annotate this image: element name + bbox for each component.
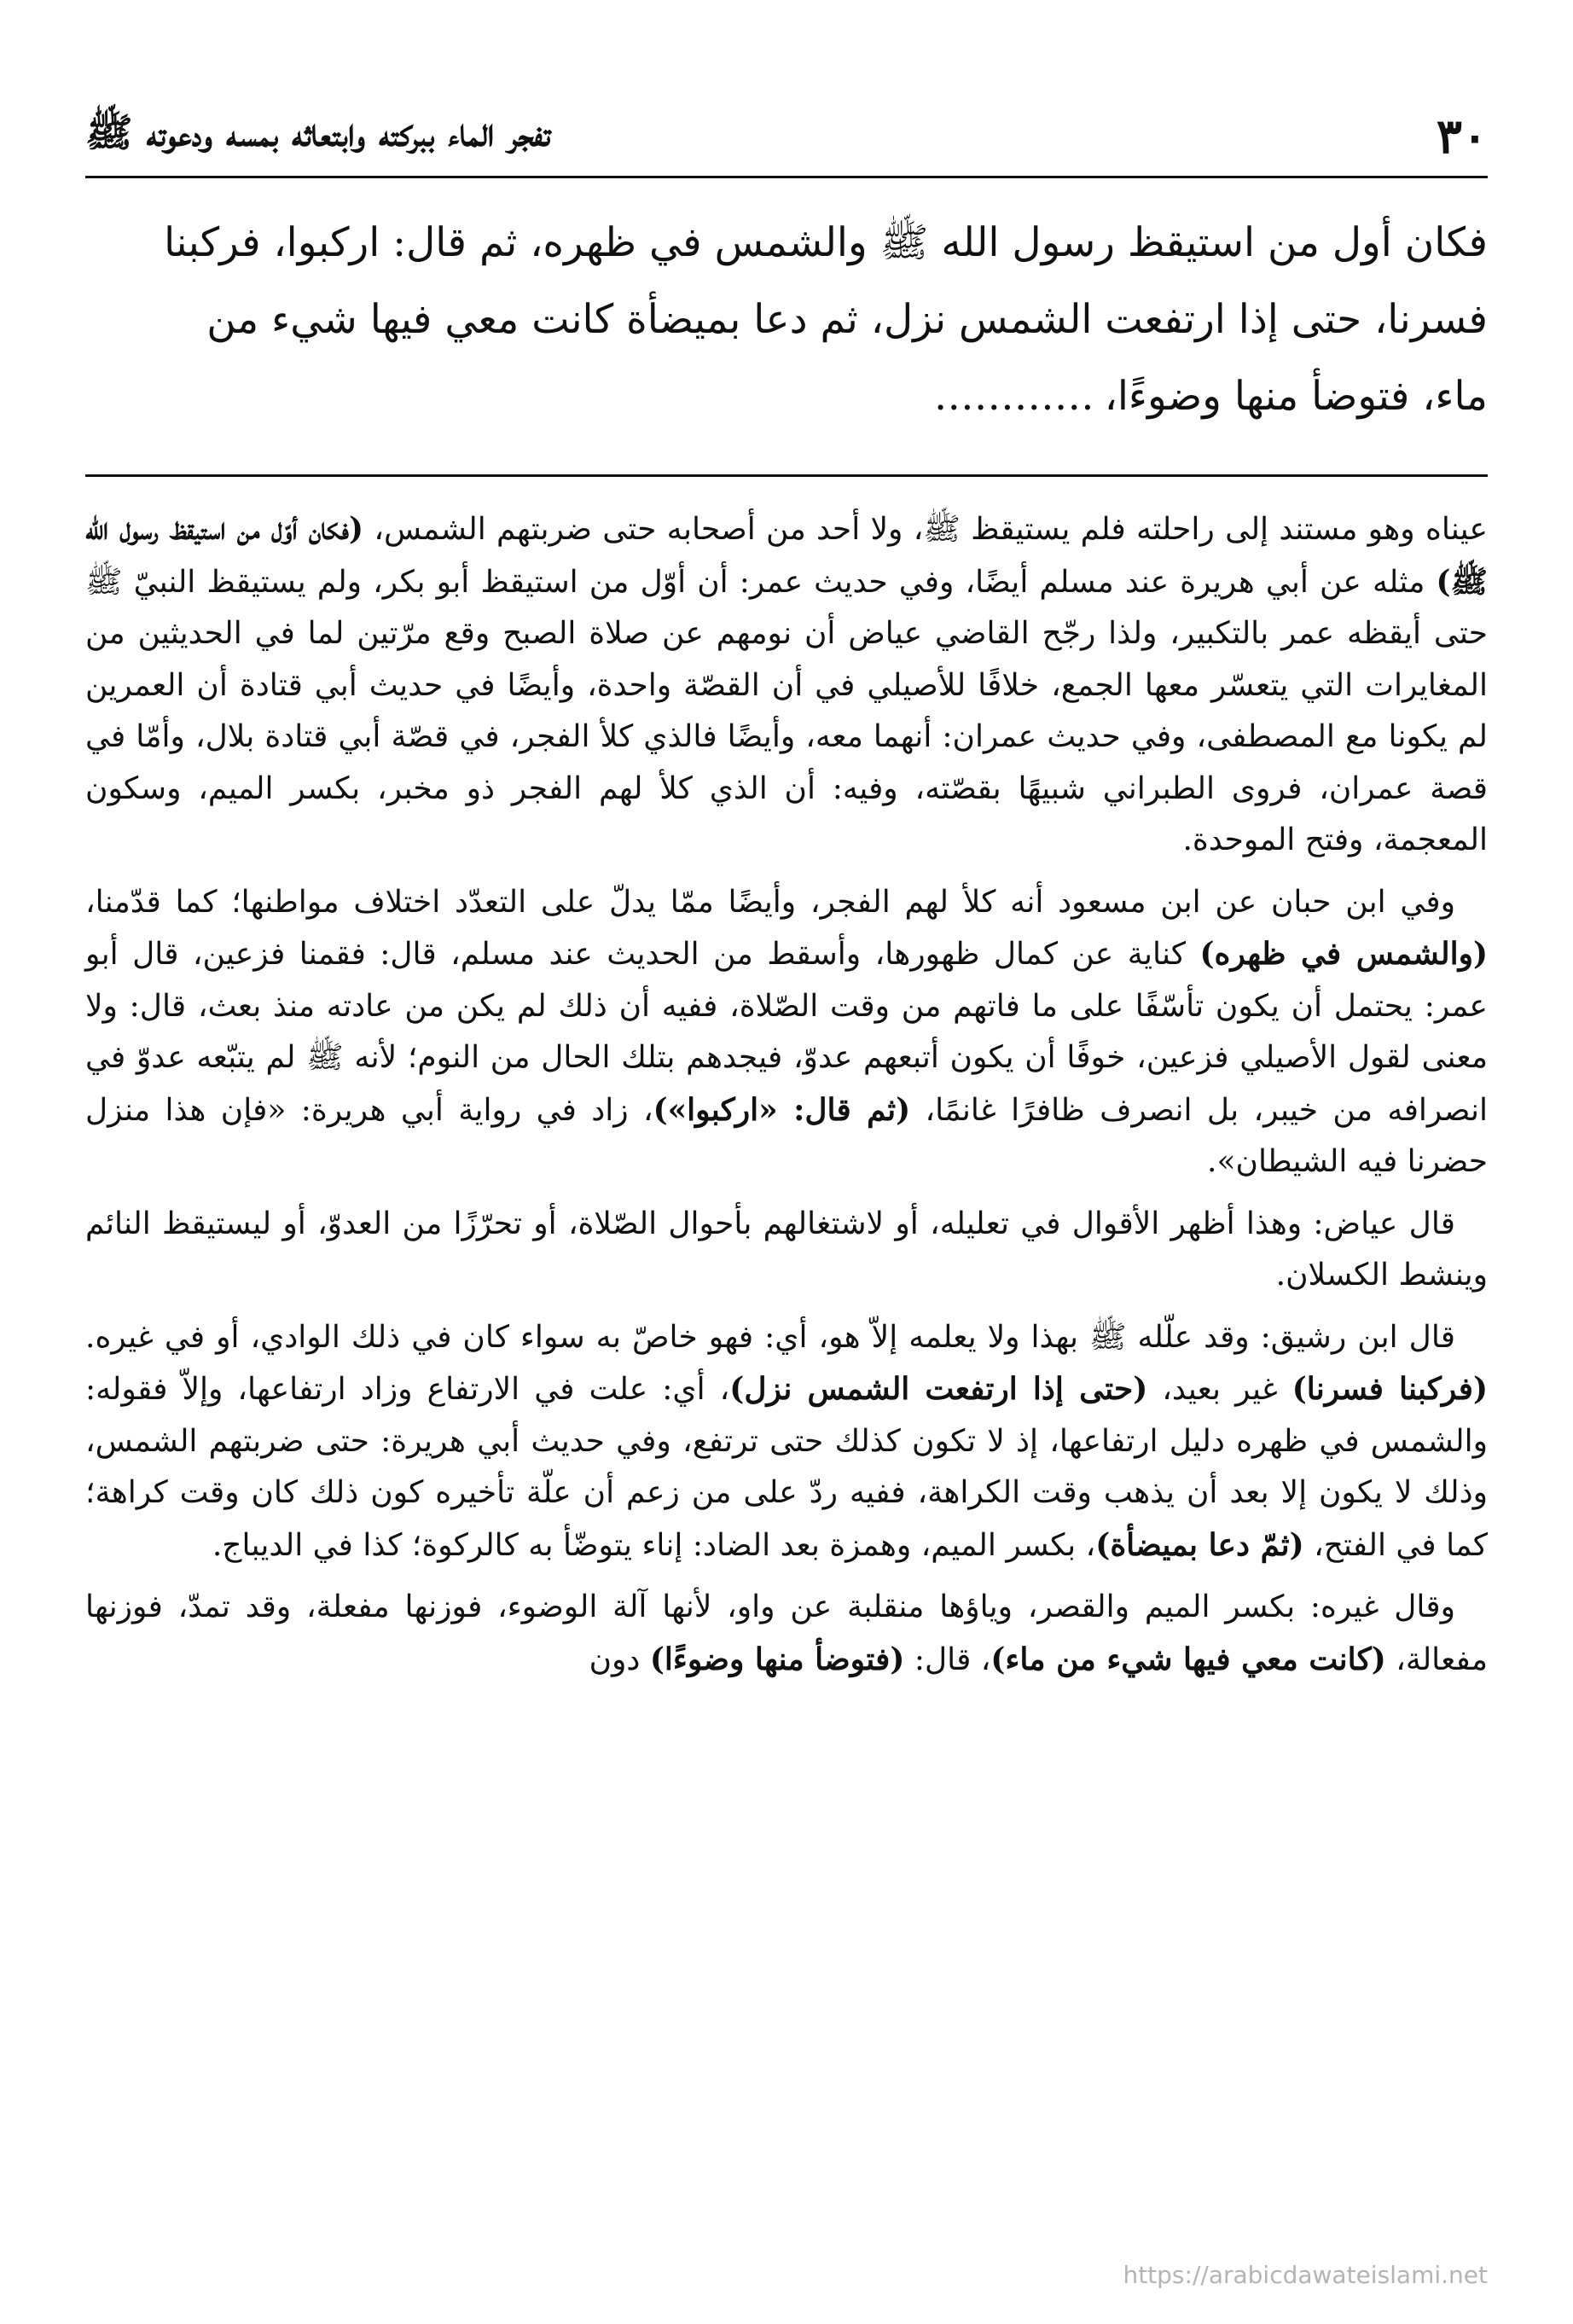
quoted-hadith-phrase: (فكان أوّل من استيقظ رسول الله ﷺ) — [85, 511, 1488, 600]
quoted-hadith-phrase: (ثم قال: «اركبوا») — [653, 1091, 911, 1128]
text-run: وفي ابن حبان عن ابن مسعود أنه كلأ لهم الفجر، وأيضًا ممّا يدلّ على التعدّد اختلاف مواطنها؛ كما قدّمنا، — [85, 884, 1455, 920]
text-run: عيناه وهو مستند إلى راحلته فلم يستيقظ ﷺ، ولا أحد من أصحابه حتى ضربتهم الشمس، — [363, 512, 1488, 547]
text-run: وقال غيره: بكسر الميم والقصر، وياؤها منقلبة عن واو، لأنها آلة الوضوء، فوزنها مفعلة، وقد تمدّ، فوزنها مفعالة، — [85, 1589, 1488, 1677]
quoted-hadith-phrase: (ثمّ دعا بميضأة) — [1095, 1526, 1304, 1563]
quoted-hadith-phrase: (والشمس في ظهره) — [1199, 936, 1488, 972]
ellipsis-dots: ………… — [933, 373, 1094, 420]
text-run: دون — [589, 1641, 650, 1677]
text-run: مثله عن أبي هريرة عند مسلم أيضًا، وفي حديث عمر: أن أوّل من استيقظ أبو بكر، ولم يستيقظ النبيّ ﷺ حتى أيقظه عمر بالتكبير، ولذا رجّح القاضي عياض أن نومهم عن صلاة الصبح وقع مرّتين لما في الحديثين من المغايرات التي يتعسّر معها الجمع، خلافًا للأصيلي في أن القصّة واحدة، وأيضًا في حديث أبي قتادة أن العمرين لم يكونا مع المصطفى، وفي حديث عمران: أنهما معه، وأيضًا فالذي كلأ الفجر، في قصّة أبي قتادة بلال، وأمّا في قصة عمران، فروى الطبراني شبيهًا بقصّته، وفيه: أن الذي كلأ لهم الفجر ذو مخبر، بكسر الميم، وسكون المعجمة، وفتح الموحدة. — [85, 564, 1488, 857]
text-run: ، أي: علت في الارتفاع وزاد ارتفاعها، وإلاّ فقوله: والشمس في ظهره دليل ارتفاعها، إذ لا تكون كذلك حتى ترتفع، وفي حديث أبي هريرة: حتى ضربتهم الشمس، وذلك لا يكون إلا بعد أن يذهب وقت الكراهة، ففيه ردّ على من زعم أن علّة تأخيره كون ذلك كان وقت كراهة؛ كما في الفتح، — [85, 1372, 1488, 1563]
quoted-hadith-phrase: (حتى إذا ارتفعت الشمس نزل) — [729, 1371, 1148, 1407]
commentary-paragraph — [85, 877, 1488, 1188]
commentary-paragraph: قال عياض: وهذا أظهر الأقوال في تعليله، أو لاشتغالهم بأحوال الصّلاة، أو تحرّزًا من العدوّ، أو ليستيقظ النائم وينشط الكسلان. — [85, 1206, 1488, 1293]
hadith-line — [85, 358, 1488, 435]
quoted-hadith-phrase: (فتوضأ منها وضوءًا) — [649, 1641, 905, 1677]
quoted-hadith-phrase: (فركبنا فسرنا) — [1291, 1371, 1488, 1407]
text-run: قال ابن رشيق: وقد علّله ﷺ بهذا ولا يعلمه إلاّ هو، أي: فهو خاصّ به سواء كان في ذلك الوادي، أو في غيره. — [85, 1319, 1455, 1355]
section-rule — [85, 474, 1488, 477]
commentary-text — [85, 503, 1488, 2286]
header-rule — [85, 176, 1488, 178]
hadith-line: فسرنا، حتى إذا ارتفعت الشمس نزل، ثم دعا بميضأة كانت معي فيها شيء من — [206, 296, 1488, 343]
commentary-paragraph — [85, 1582, 1488, 1686]
text-run: غير بعيد، — [1147, 1372, 1292, 1407]
text-run: ، بكسر الميم، وهمزة بعد الضاد: إناء يتوضّأ به كالركوة؛ كذا في الديباج. — [212, 1527, 1096, 1563]
page-number: ٣٠ — [1436, 108, 1488, 165]
page-header — [85, 102, 1488, 171]
text-run: ، زاد في رواية أبي هريرة: «فإن هذا منزل حضرنا فيه الشيطان». — [85, 1092, 1488, 1179]
hadith-line: فكان أول من استيقظ رسول الله ﷺ والشمس في ظهره، ثم قال: اركبوا، فركبنا — [164, 219, 1488, 266]
hadith-line-text: ماء، فتوضأ منها وضوءًا، — [1104, 373, 1488, 420]
quoted-hadith-phrase: (كانت معي فيها شيء من ماء) — [990, 1641, 1386, 1677]
hadith-text — [85, 205, 1488, 461]
commentary-paragraph — [85, 503, 1488, 867]
running-title: تفجر الماء ببركته وابتعاثه بمسه ودعوته ﷺ — [85, 108, 551, 155]
source-watermark: https://arabicdawateislami.net — [1123, 2261, 1488, 2289]
text-run: كناية عن كمال ظهورها، وأسقط من الحديث عند مسلم، قال: فقمنا فزعين، قال أبو عمر: يحتمل أن يكون تأسّفًا على ما فاتهم من وقت الصّلاة، ففيه أن ذلك لم يكن من عادته منذ بعث، قال: ولا معنى لقول الأصيلي فزعين، خوفًا أن يكون أتبعهم عدوّ، فيجدهم بتلك الحال من النوم؛ لأنه ﷺ لم يتبّعه عدوّ في انصرافه من خيبر، بل انصرف ظافرًا غانمًا، — [85, 937, 1489, 1128]
text-run: ، قال: — [904, 1641, 991, 1677]
commentary-paragraph — [85, 1312, 1488, 1572]
